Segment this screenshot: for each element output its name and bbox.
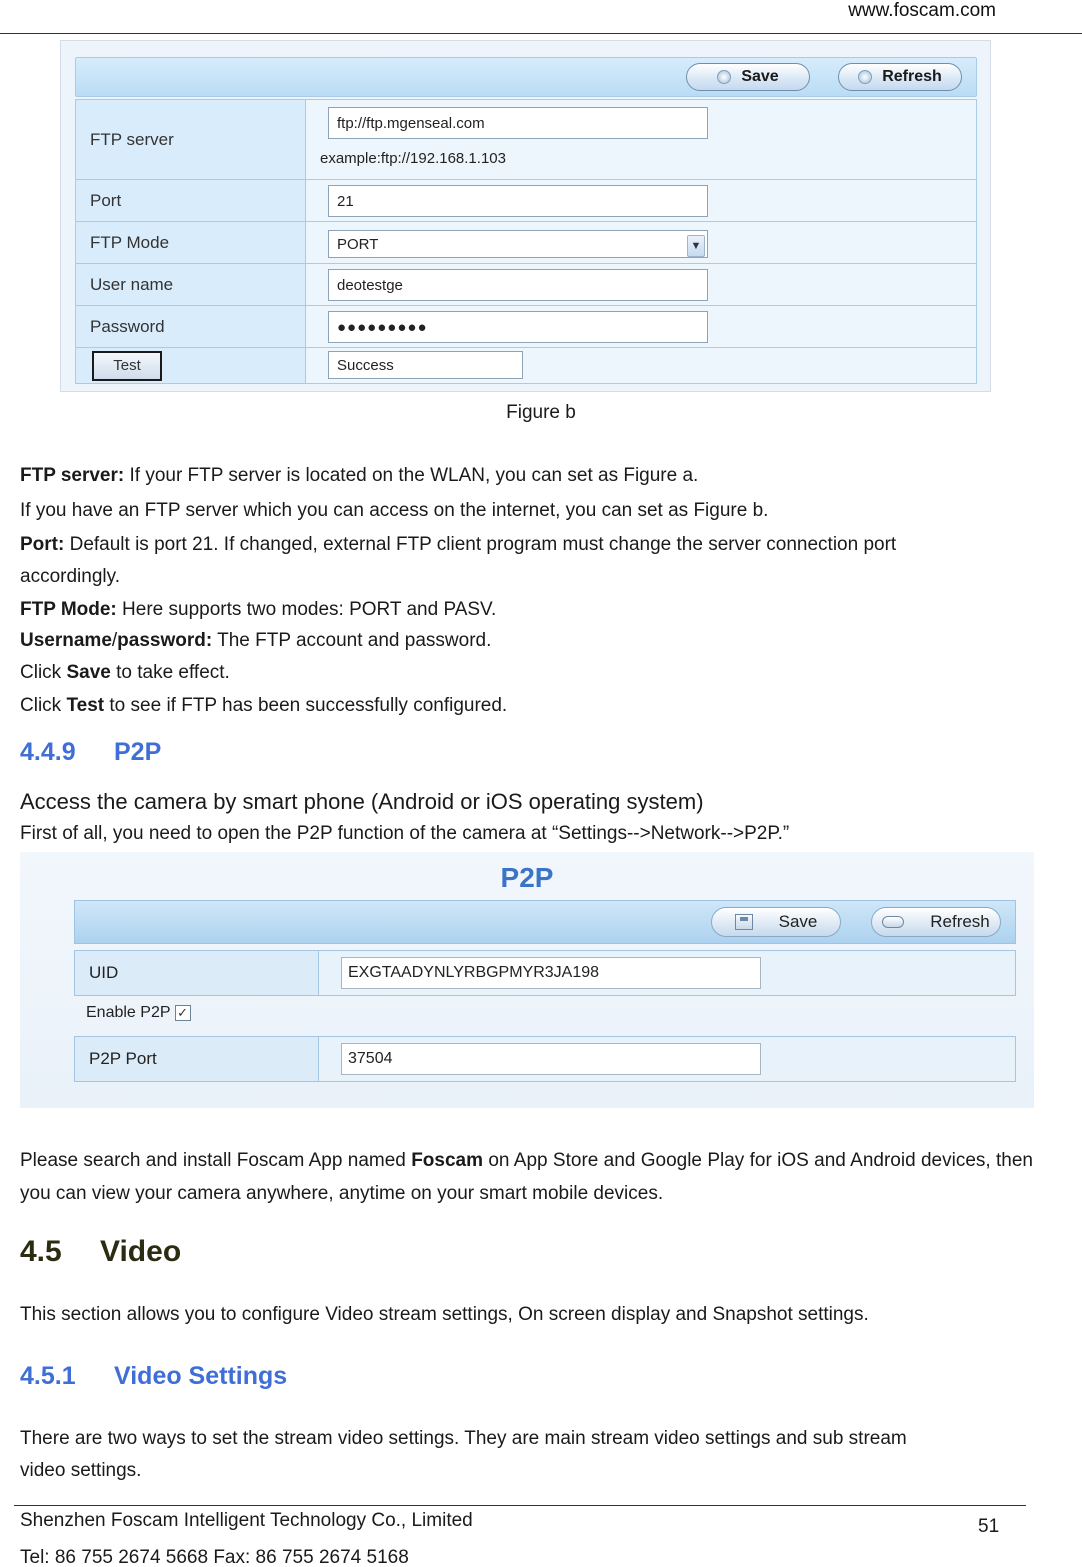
ftp-password-label: Password <box>76 306 306 347</box>
video-heading <box>20 1235 181 1269</box>
header-divider <box>0 33 1082 34</box>
ftp-password-row <box>76 306 976 348</box>
p2p-uid-input[interactable]: EXGTAADYNLYRBGPMYR3JA198 <box>341 957 761 989</box>
enable-p2p-checkbox[interactable]: ✓ <box>175 1005 191 1021</box>
ftp-port-desc-cont: accordingly. <box>20 566 120 587</box>
p2p-settings-screenshot <box>20 852 1034 1108</box>
p2p-toolbar <box>74 900 1016 944</box>
ftp-mode-row <box>76 222 976 264</box>
video-settings-heading-number: 4.5.1 <box>20 1362 76 1390</box>
refresh-icon <box>858 70 872 84</box>
p2p-heading-number: 4.4.9 <box>20 738 76 766</box>
ftp-save-button[interactable] <box>686 63 810 91</box>
video-heading-number: 4.5 <box>20 1235 62 1268</box>
ftp-test-button[interactable]: Test <box>92 351 162 381</box>
p2p-figure-title: P2P <box>500 862 554 893</box>
p2p-instruction: First of all, you need to open the P2P function of the camera at “Settings-->Network-->P2P.” <box>20 823 790 844</box>
ftp-save-desc: Click Save to take effect. <box>20 662 230 683</box>
ftp-mode-value: PORT <box>337 235 379 253</box>
ftp-server-label: FTP server <box>76 100 306 179</box>
ftp-password-cell <box>306 306 976 347</box>
figure-b-caption: Figure b <box>506 402 576 423</box>
ftp-user-label: User name <box>76 264 306 305</box>
p2p-heading-title: P2P <box>114 738 162 766</box>
footer-company: Shenzhen Foscam Intelligent Technology Co., Limited <box>20 1510 473 1531</box>
footer-contact: Tel: 86 755 2674 5668 Fax: 86 755 2674 5168 <box>20 1547 409 1567</box>
p2p-save-label: Save <box>778 912 818 931</box>
ftp-mode-cell <box>306 222 976 263</box>
ftp-test-desc: Click Test to see if FTP has been successfully configured. <box>20 695 508 716</box>
ftp-server-hint: example:ftp://192.168.1.103 <box>320 150 506 167</box>
ftp-port-row <box>76 180 976 222</box>
ftp-port-cell <box>306 180 976 221</box>
p2p-intro: Access the camera by smart phone (Android or iOS operating system) <box>20 789 704 814</box>
footer-divider <box>14 1505 1026 1506</box>
page-number: 51 <box>978 1516 1000 1537</box>
video-settings-heading <box>20 1362 287 1391</box>
ftp-test-row <box>76 348 976 384</box>
ftp-port-desc: Port: Default is port 21. If changed, external FTP client program must change the server connection port <box>20 534 897 555</box>
p2p-refresh-label: Refresh <box>930 912 990 931</box>
enable-p2p-option <box>86 1004 191 1022</box>
ftp-port-input[interactable]: 21 <box>328 185 708 217</box>
video-section-desc: This section allows you to configure Video stream settings, On screen display and Snapshot settings. <box>20 1304 869 1325</box>
ftp-internet-desc: If you have an FTP server which you can access on the internet, you can set as Figure b. <box>20 500 769 521</box>
p2p-heading <box>20 738 161 767</box>
ftp-user-input[interactable]: deotestge <box>328 269 708 301</box>
header-url: www.foscam.com <box>848 0 996 21</box>
ftp-form <box>75 99 977 384</box>
ftp-account-desc: Username/password: The FTP account and password. <box>20 630 492 651</box>
video-heading-title: Video <box>100 1235 182 1268</box>
p2p-port-label: P2P Port <box>75 1037 319 1081</box>
ftp-refresh-button[interactable] <box>838 63 962 91</box>
ftp-user-cell <box>306 264 976 305</box>
ftp-port-label: Port <box>76 180 306 221</box>
ftp-test-result: Success <box>328 351 523 379</box>
video-settings-heading-title: Video Settings <box>114 1362 288 1390</box>
ftp-mode-desc: FTP Mode: Here supports two modes: PORT and PASV. <box>20 599 497 620</box>
ftp-mode-select[interactable] <box>328 230 708 258</box>
p2p-uid-row <box>74 950 1016 996</box>
foscam-app-paragraph: Please search and install Foscam App named Foscam on App Store and Google Play for iOS and Android devices, then you can view your camera anywhere, anytime on your smart mobile devices. <box>20 1150 1033 1204</box>
ftp-server-row <box>76 100 976 180</box>
p2p-port-row <box>74 1036 1016 1082</box>
ftp-mode-label: FTP Mode <box>76 222 306 263</box>
p2p-save-button[interactable] <box>711 907 841 937</box>
video-settings-desc: There are two ways to set the stream video settings. They are main stream video settings and sub stream <box>20 1428 907 1449</box>
refresh-icon <box>882 916 904 928</box>
save-icon <box>735 914 753 930</box>
p2p-port-cell <box>319 1037 1015 1081</box>
ftp-test-cell <box>76 348 306 383</box>
p2p-refresh-button[interactable] <box>871 907 1001 937</box>
p2p-uid-cell <box>319 951 1015 995</box>
ftp-test-result-cell <box>306 348 976 383</box>
save-icon <box>717 70 731 84</box>
ftp-refresh-label: Refresh <box>882 68 942 85</box>
video-settings-desc-cont: video settings. <box>20 1460 142 1481</box>
enable-p2p-label: Enable P2P <box>86 1004 171 1021</box>
ftp-toolbar <box>75 57 977 97</box>
ftp-server-input[interactable]: ftp://ftp.mgenseal.com <box>328 107 708 139</box>
ftp-save-label: Save <box>741 68 779 85</box>
ftp-server-cell <box>306 100 976 179</box>
ftp-server-desc: FTP server: If your FTP server is located on the WLAN, you can set as Figure a. <box>20 465 699 486</box>
ftp-user-row <box>76 264 976 306</box>
chevron-down-icon[interactable]: ▼ <box>687 235 705 257</box>
ftp-password-input[interactable]: ●●●●●●●●● <box>328 311 708 343</box>
p2p-port-input[interactable]: 37504 <box>341 1043 761 1075</box>
p2p-uid-label: UID <box>75 951 319 995</box>
ftp-settings-screenshot <box>60 40 991 392</box>
